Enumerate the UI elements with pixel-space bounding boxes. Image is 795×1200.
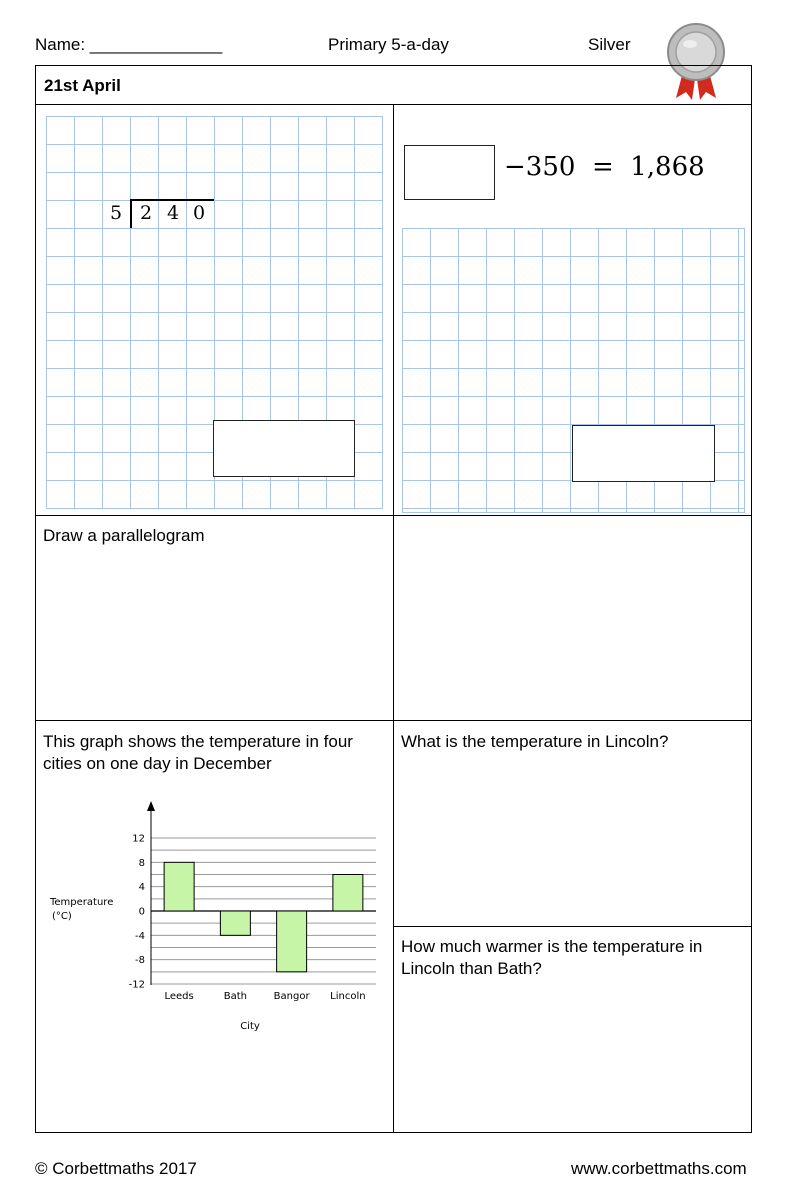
q1-dividend-digit: 2 (140, 202, 153, 224)
temperature-bar-chart (40, 795, 390, 1045)
y-tick-label: 8 (138, 857, 145, 869)
worksheet-date: 21st April (44, 76, 121, 95)
y-tick-label: -4 (135, 930, 145, 942)
y-tick-label: -12 (128, 979, 145, 991)
x-tick-label: Lincoln (330, 991, 366, 1002)
x-tick-label: Leeds (164, 991, 194, 1002)
q7-text: How much warmer is the temperature in Lincoln than Bath? (401, 937, 703, 978)
q2-answer-box[interactable] (572, 425, 715, 482)
q3-text: Draw a parallelogram (43, 526, 205, 545)
q1-divisor: 5 (110, 202, 123, 224)
y-axis-arrow-icon (147, 801, 155, 811)
x-tick-label: Bangor (273, 991, 310, 1002)
x-axis-label: City (240, 1021, 260, 1032)
bar-bangor (277, 911, 307, 972)
y-tick-label: -8 (135, 955, 145, 967)
page-title: Primary 5-a-day (328, 35, 449, 54)
q6-text: What is the temperature in Lincoln? (401, 732, 669, 751)
bar-leeds (164, 862, 194, 911)
name-field-label: Name: ______________ (35, 35, 223, 54)
bar-bath (220, 911, 250, 935)
x-tick-label: Bath (223, 991, 247, 1002)
y-tick-label: 4 (138, 882, 145, 894)
y-tick-label: 0 (138, 906, 145, 918)
q1-answer-box[interactable] (213, 420, 355, 477)
level-label: Silver (588, 35, 631, 54)
y-axis-label-unit: (°C) (52, 911, 72, 922)
y-axis-label: Temperature (50, 897, 114, 908)
y-tick-label: 12 (132, 833, 145, 845)
bar-lincoln (333, 875, 363, 912)
q1-dividend-digit: 4 (167, 202, 180, 224)
q2-equation: −350 = 1,868 (504, 152, 705, 182)
q2-missing-number-box[interactable] (404, 145, 495, 200)
q5-text: This graph shows the temperature in four cities on one day in December (43, 732, 353, 773)
footer-website[interactable]: www.corbettmaths.com (571, 1159, 747, 1178)
footer-copyright: © Corbettmaths 2017 (35, 1159, 197, 1178)
q1-dividend-digit: 0 (193, 202, 206, 224)
